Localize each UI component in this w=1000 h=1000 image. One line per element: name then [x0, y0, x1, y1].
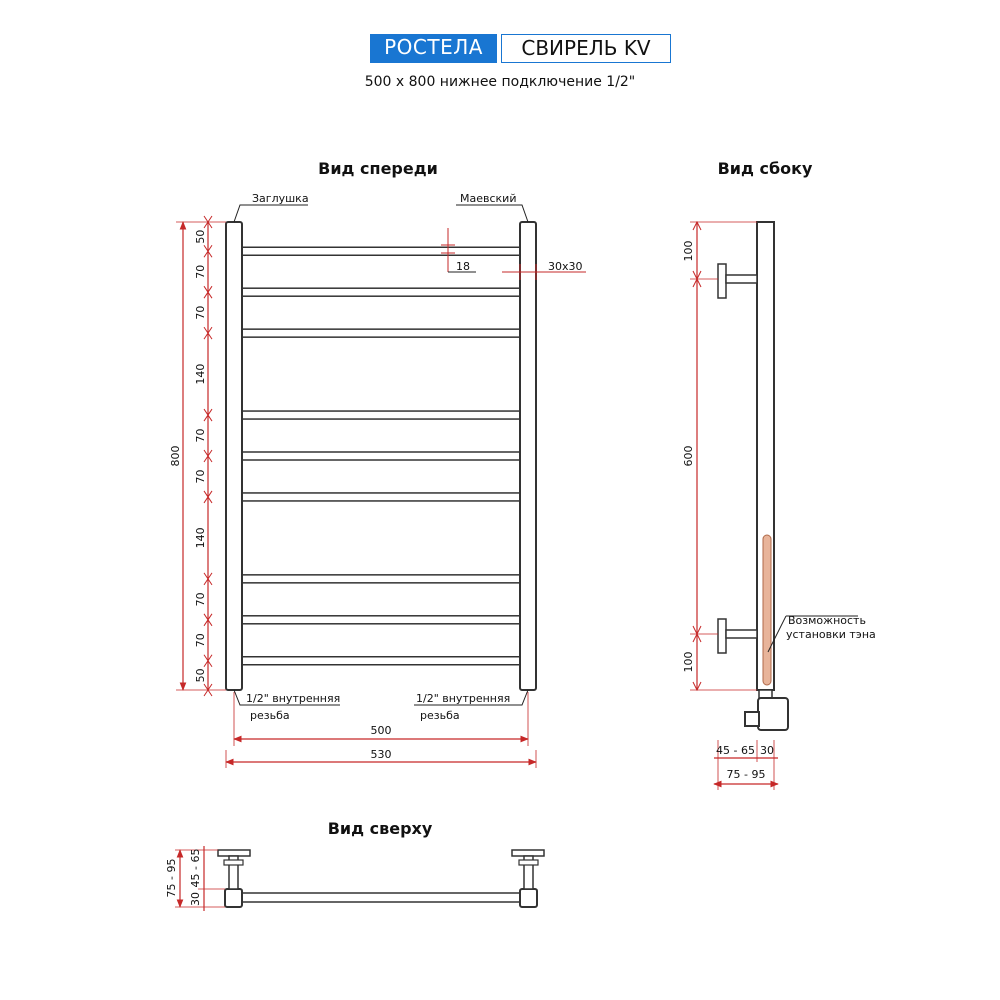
heating-bar	[242, 329, 520, 337]
heating-bar	[242, 411, 520, 419]
top-view-title: Вид сверху	[327, 819, 433, 838]
left-thread-label-2: резьба	[250, 709, 290, 722]
mayevsky-callout	[456, 192, 528, 222]
spacing-label: 140	[194, 527, 207, 549]
spacing-label: 70	[194, 592, 207, 607]
spacing-label: 70	[194, 633, 207, 648]
front-view-title: Вид спереди	[318, 159, 438, 178]
spacing-label: 70	[194, 264, 207, 279]
left-thread-label-1: 1/2" внутренняя	[246, 692, 341, 705]
top-bar	[234, 893, 528, 902]
spacing-label: 70	[194, 469, 207, 484]
plug-label: Заглушка	[252, 192, 309, 205]
spacing-label: 140	[194, 363, 207, 385]
side-view-title: Вид сбоку	[717, 159, 813, 178]
right-thread-label-1: 1/2" внутренняя	[416, 692, 511, 705]
heater-element	[763, 535, 771, 685]
spacing-label: 70	[194, 428, 207, 443]
mayevsky-label: Маевский	[460, 192, 517, 205]
front-view	[169, 159, 586, 768]
spacing-label: 70	[194, 305, 207, 320]
top-left-post	[225, 889, 242, 907]
outer-width-dimension	[226, 748, 536, 768]
brand-name: РОСТЕЛА	[370, 34, 497, 63]
bar-diameter-label: 18	[456, 260, 470, 273]
side-dim-top-label: 100	[682, 240, 695, 262]
outer-width-label: 530	[370, 748, 392, 761]
model-name: СВИРЕЛЬ KV	[501, 34, 671, 63]
side-dim-middle-label: 600	[682, 445, 695, 467]
spacing-label: 50	[194, 668, 207, 683]
bottom-wall-bracket	[718, 619, 757, 653]
heating-bar	[242, 452, 520, 460]
spacing-label: 50	[194, 229, 207, 244]
side-offset-label: 45 - 65	[716, 744, 755, 757]
top-view	[165, 819, 544, 911]
side-depth-dimensions	[714, 740, 778, 790]
top-depth-label: 75 - 95	[165, 858, 178, 898]
post-section-dimension	[502, 260, 586, 280]
side-dim-bottom-label: 100	[682, 651, 695, 673]
top-post-label: 30	[189, 892, 202, 906]
heating-bar	[242, 616, 520, 624]
heating-bar	[242, 288, 520, 296]
spacing-chain	[194, 216, 212, 696]
product-subtitle: 500 x 800 нижнее подключение 1/2"	[364, 74, 636, 90]
top-wall-bracket	[718, 264, 757, 298]
right-thread-label-2: резьба	[420, 709, 460, 722]
side-post-label: 30	[760, 744, 774, 757]
side-depth-label: 75 - 95	[726, 768, 766, 781]
right-post	[520, 222, 536, 690]
inner-width-label: 500	[370, 724, 392, 737]
fitting-nut	[759, 690, 772, 698]
heater-label-1: Возможность	[788, 614, 866, 627]
plug-callout	[234, 192, 309, 222]
left-thread-callout	[234, 690, 340, 722]
heating-bar	[242, 657, 520, 665]
left-post	[226, 222, 242, 690]
bottom-connector	[758, 698, 788, 730]
heating-bar	[242, 247, 520, 255]
right-thread-callout	[414, 690, 528, 722]
top-right-bracket	[512, 850, 544, 889]
total-height-label: 800	[169, 445, 182, 467]
total-height-dimension	[169, 222, 226, 690]
heating-bar	[242, 575, 520, 583]
side-view	[682, 159, 876, 790]
top-right-post	[520, 889, 537, 907]
front-bars	[242, 247, 520, 665]
top-left-bracket	[218, 850, 250, 889]
top-offset-label: 45 - 65	[189, 848, 202, 888]
top-depth-dimensions	[165, 846, 225, 911]
connector-stub	[745, 712, 759, 726]
heating-bar	[242, 493, 520, 501]
heater-callout	[768, 614, 876, 652]
heater-label-2: установки тэна	[786, 628, 876, 641]
post-section-label: 30x30	[548, 260, 583, 273]
